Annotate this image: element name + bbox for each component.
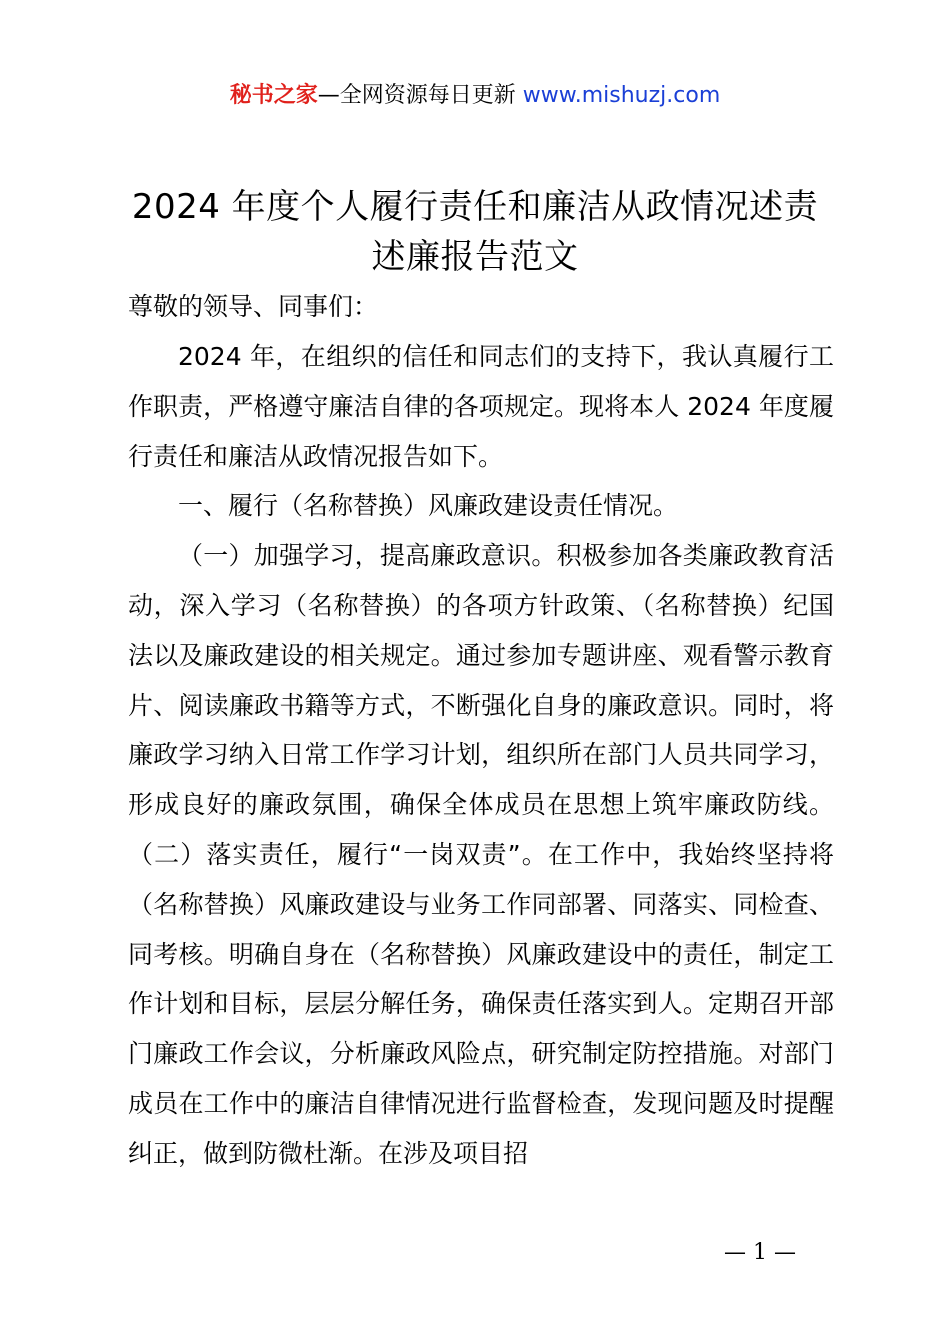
page-number: — 1 —	[724, 1240, 796, 1265]
paragraph-intro: 2024 年，在组织的信任和同志们的支持下，我认真履行工作职责，严格遵守廉洁自律的各项规定。现将本人 2024 年度履行责任和廉洁从政情况报告如下。	[128, 342, 834, 471]
paragraph-section-one: （一）加强学习，提高廉政意识。积极参加各类廉政教育活动，深入学习（名称替换）的各项方针政策、（名称替换）纪国法以及廉政建设的相关规定。通过参加专题讲座、观看警示教育片、阅读廉政书籍等方式，不断强化自身的廉政意识。同时，将廉政学习纳入日常工作学习计划，组织所在部门人员共同学习，形成良好的廉政氛围，确保全体成员在思想上筑牢廉政防线。（二）落实责任，履行“一岗双责”。在工作中，我始终坚持将（名称替换）风廉政建设与业务工作同部署、同落实、同检查、同考核。明确自身在（名称替换）风廉政建设中的责任，制定工作计划和目标，层层分解任务，确保责任落实到人。定期召开部门廉政工作会议，分析廉政风险点，研究制定防控措施。对部门成员在工作中的廉洁自律情况进行监督检查，发现问题及时提醒纠正，做到防微杜渐。在涉及项目招	[128, 541, 834, 1168]
greeting: 尊敬的领导、同事们：	[128, 292, 379, 321]
site-banner	[0, 80, 950, 112]
section-heading: 一、履行（名称替换）风廉政建设责任情况。	[178, 491, 679, 521]
site-brand: 秘书之家	[229, 83, 318, 108]
document-body	[128, 332, 834, 1179]
site-url-link[interactable]: www.mishuzj.com	[522, 83, 721, 108]
site-tagline: —全网资源每日更新	[317, 83, 523, 108]
document-title: 2024 年度个人履行责任和廉洁从政情况述责述廉报告范文	[131, 187, 819, 277]
